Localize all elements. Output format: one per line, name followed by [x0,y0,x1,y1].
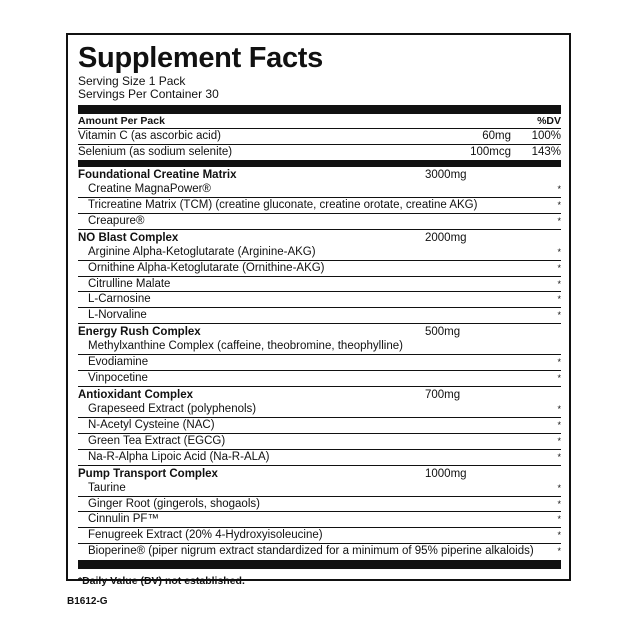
product-code: B1612-G [67,596,108,607]
ingredient-dv: * [557,246,561,257]
group-header [78,231,561,245]
amount-header [78,114,561,129]
group-name: Pump Transport Complex [78,467,218,480]
ingredient-row [78,277,561,293]
ingredient-name: L-Carnosine [88,293,151,306]
group-amount: 3000mg [425,169,467,181]
group-name: Antioxidant Complex [78,388,194,401]
ingredient-dv: * [557,403,561,414]
nutrient-dv: 100% [531,130,561,142]
group-header [78,325,561,339]
ingredient-name: N-Acetyl Cysteine (NAC) [88,418,215,431]
ingredient-dv: * [557,546,561,557]
ingredient-name: Citrulline Malate [88,277,171,290]
ingredient-groups [78,168,561,559]
servings-per-container: Servings Per Container 30 [78,87,219,101]
group-name: Foundational Creatine Matrix [78,169,237,181]
ingredient-row [78,355,561,371]
ingredient-dv: * [557,530,561,541]
ingredient-row [78,308,561,324]
ingredient-dv [549,339,561,354]
ingredient-dv: * [557,514,561,525]
ingredient-row [78,214,561,230]
amount-header-label: Amount Per Pack [78,115,165,127]
ingredient-row [78,512,561,528]
ingredient-row [78,497,561,513]
ingredient-dv: * [557,357,561,368]
thick-divider [78,560,561,569]
nutrient-name: Selenium (as sodium selenite) [78,146,233,158]
ingredient-name: Ornithine Alpha-Ketoglutarate (Ornithine-AKG) [88,261,325,274]
ingredient-name: Tricreatine Matrix (TCM) (creatine gluconate, creatine orotate, creatine AKG) [88,198,478,211]
ingredient-row [78,292,561,308]
ingredient-dv: * [557,262,561,273]
group-amount: 2000mg [425,231,467,244]
ingredient-dv: * [557,278,561,289]
ingredient-dv: * [557,498,561,509]
ingredient-name: Creatine MagnaPower® [88,183,211,195]
ingredient-dv: * [557,310,561,321]
group-header [78,168,561,182]
thick-divider [78,105,561,114]
nutrient-row [78,145,561,160]
group-amount: 500mg [425,326,461,339]
vitamin-list [78,129,561,160]
ingredient-name: Creapure® [88,214,145,227]
thick-divider [78,160,561,167]
ingredient-name: Cinnulin PF™ [88,513,159,526]
group-amount: 700mg [425,388,461,401]
ingredient-dv: * [557,451,561,462]
serving-size: Serving Size 1 Pack [78,74,186,88]
ingredient-name: Evodiamine [88,356,149,369]
ingredient-row [78,434,561,450]
ingredient-dv: * [557,215,561,226]
ingredient-row [78,198,561,214]
ingredient-row [78,261,561,277]
ingredient-name: Ginger Root (gingerols, shogaols) [88,497,260,510]
ingredient-name: Taurine [88,481,126,494]
ingredient-row [78,544,561,559]
ingredient-dv: * [557,294,561,305]
group-header [78,467,561,481]
ingredient-row [78,371,561,387]
ingredient-name: Bioperine® (piper nigrum extract standardized for a minimum of 95% piperine alkaloids) [88,545,534,558]
panel-title: Supplement Facts [78,42,323,74]
ingredient-row [78,182,561,198]
dv-header-label: %DV [537,115,561,127]
nutrient-dv: 143% [531,146,561,158]
group-amount: 1000mg [425,467,467,480]
ingredient-row [78,339,561,355]
ingredient-name: Methylxanthine Complex (caffeine, theobromine, theophylline) [88,340,403,353]
ingredient-dv: * [557,419,561,430]
ingredient-name: Fenugreek Extract (20% 4-Hydroxyisoleucine) [88,529,323,542]
ingredient-name: Grapeseed Extract (polyphenols) [88,402,257,415]
ingredient-name: Green Tea Extract (EGCG) [88,434,226,447]
ingredient-dv: * [557,482,561,493]
ingredient-row [78,402,561,418]
supplement-facts-panel [66,33,571,588]
nutrient-name: Vitamin C (as ascorbic acid) [78,130,221,142]
ingredient-name: Vinpocetine [88,372,148,385]
group-header [78,388,561,402]
ingredient-name: Na-R-Alpha Lipoic Acid (Na-R-ALA) [88,450,270,463]
ingredient-row [78,481,561,497]
footnote: *Daily Value (DV) not established. [78,575,245,588]
ingredient-row [78,418,561,434]
group-name: NO Blast Complex [78,231,179,244]
nutrient-amount: 60mg [482,130,511,142]
nutrient-row [78,129,561,145]
nutrient-amount: 100mcg [470,146,511,158]
ingredient-row [78,245,561,261]
ingredient-dv: * [557,184,561,194]
ingredient-dv: * [557,435,561,446]
ingredient-name: Arginine Alpha-Ketoglutarate (Arginine-AKG) [88,245,316,258]
ingredient-dv: * [557,199,561,210]
ingredient-row [78,528,561,544]
ingredient-name: L-Norvaline [88,309,147,322]
ingredient-dv: * [557,373,561,384]
ingredient-row [78,450,561,466]
group-name: Energy Rush Complex [78,326,201,339]
